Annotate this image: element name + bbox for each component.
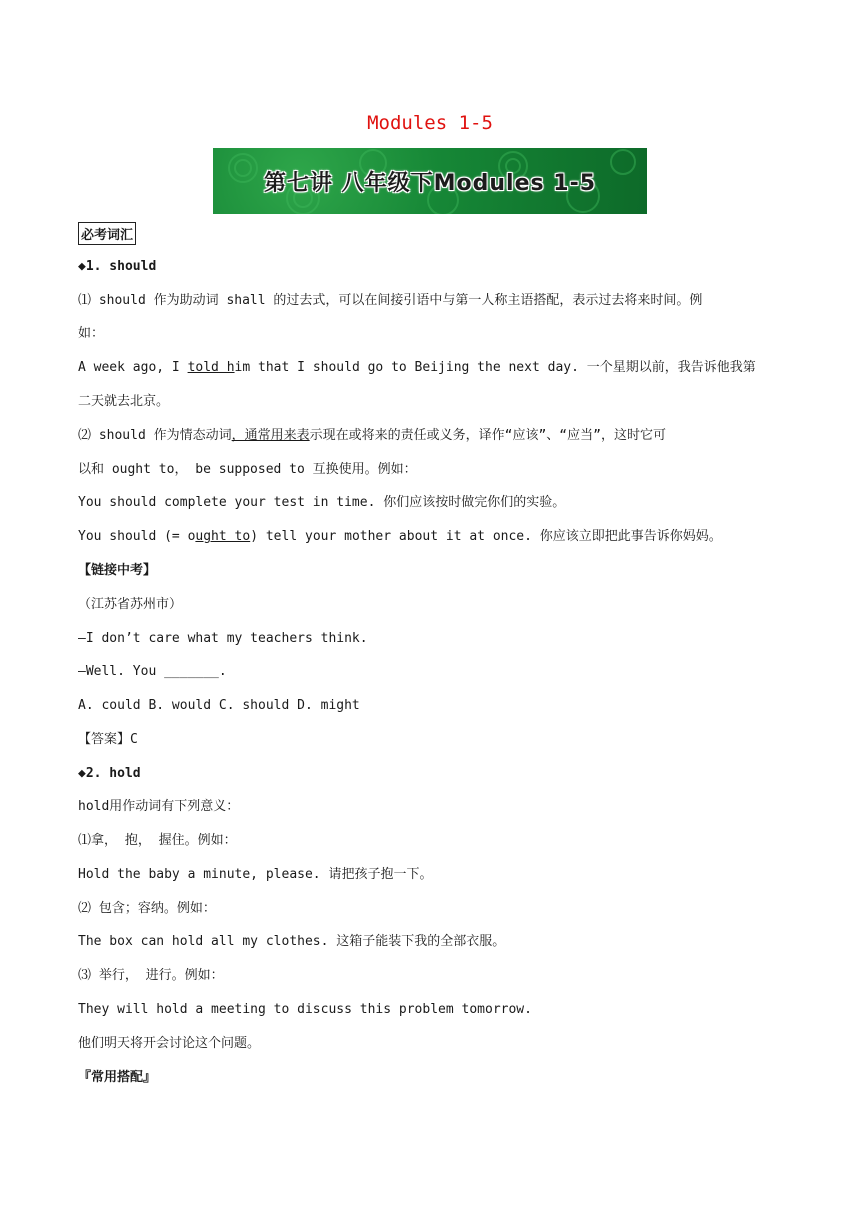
section-heading-link: 【链接中考】 (78, 563, 157, 578)
meaning-line: ⑴拿， 抱， 握住。例如： (78, 833, 237, 848)
paragraph-line: 如： (78, 326, 105, 341)
example-line: 二天就去北京。 (78, 394, 170, 409)
source-label: （江苏省苏州市） (78, 597, 183, 612)
meaning-line: ⑵ 包含；容纳。例如： (78, 901, 216, 916)
meaning-line: ⑶ 举行， 进行。例如： (78, 968, 224, 983)
answer-options: A. could B. would C. should D. might (78, 698, 360, 713)
example-line: The box can hold all my clothes. 这箱子能装下我的全部衣服。 (78, 934, 506, 949)
paragraph-line: hold用作动词有下列意义： (78, 799, 240, 814)
text-span: ) tell your mother about it at once. 你应该立即把此事告诉你妈妈。 (250, 529, 722, 544)
paragraph-line: 以和 ought to， be supposed to 互换使用。例如： (78, 462, 417, 477)
text-span: You should (= o (78, 529, 196, 544)
underlined-span: told h (187, 360, 235, 375)
example-line: They will hold a meeting to discuss this problem tomorrow. (78, 1002, 532, 1017)
paragraph-line: ⑴ should 作为助动词 shall 的过去式，可以在间接引语中与第一人称主语搭配，表示过去将来时间。例 (78, 293, 703, 308)
text-span: 示现在或将来的责任或义务，译作“应该”、“应当”，这时它可 (309, 428, 666, 443)
heading-should: ◆1. should (78, 259, 157, 274)
text-span: ⑵ should 作为情态动词 (78, 428, 232, 443)
section-label-box: 必考词汇 (78, 222, 136, 245)
answer-key: 【答案】C (78, 732, 138, 747)
question-line: —I don’t care what my teachers think. (78, 631, 368, 646)
example-line: Hold the baby a minute, please. 请把孩子抱一下。 (78, 867, 433, 882)
paragraph-line (78, 427, 783, 445)
text-span: im that I should go to Beijing the next day. 一个星期以前，我告诉他我第 (234, 360, 756, 375)
example-line: You should complete your test in time. 你们应该按时做完你们的实验。 (78, 495, 566, 510)
underlined-span: ught to (195, 529, 251, 544)
example-line (78, 359, 783, 377)
example-line (78, 528, 783, 546)
section-heading-collocations: 『常用搭配』 (78, 1070, 157, 1085)
banner-heading: 第七讲 八年级下Modules 1-5 (263, 170, 597, 196)
question-line: —Well. You _______. (78, 664, 227, 679)
underlined-span: ，通常用来表 (231, 428, 310, 443)
text-span: A week ago, I (78, 360, 188, 375)
heading-hold: ◆2. hold (78, 766, 141, 781)
page-title: Modules 1-5 (367, 112, 493, 134)
lecture-banner (213, 148, 647, 214)
example-translation: 他们明天将开会讨论这个问题。 (78, 1036, 261, 1051)
